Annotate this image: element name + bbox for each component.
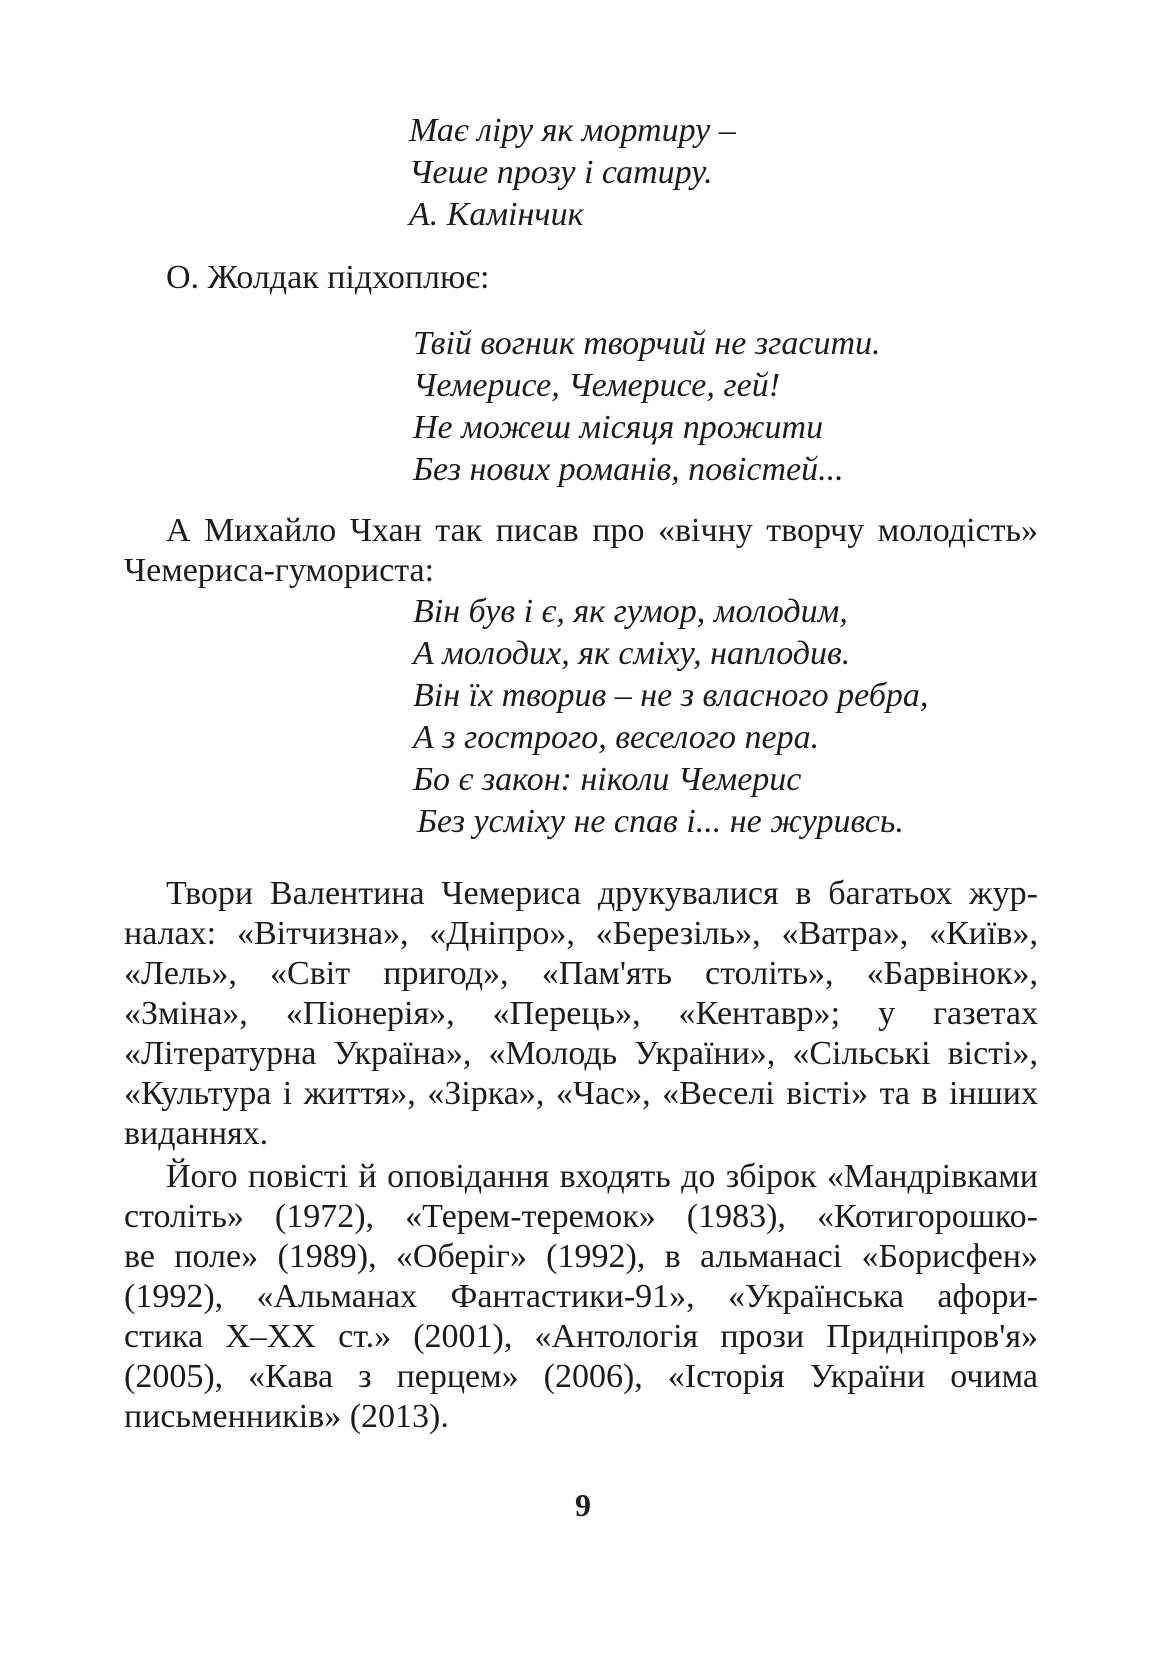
verse-line: Твій вогник творчий не згасити. [413, 325, 881, 362]
epigram-verse-3 [413, 591, 928, 843]
verse-line: Він був і є, як гумор, молодим, [413, 593, 848, 630]
paragraph-line: «Літературна Україна», «Молодь України», «Сільські вісті», [124, 1035, 1038, 1072]
verse-line: А з гострого, веселого пера. [413, 719, 820, 756]
verse-signature: А. Камінчик [409, 196, 584, 233]
page-number: 9 [575, 1487, 591, 1523]
verse-line: Він їх творив – не з власного ребра, [413, 677, 929, 714]
paragraph-line: Чемериса-гумориста: [124, 552, 435, 589]
verse-line: Без нових романів, повістей... [413, 451, 844, 488]
paragraph-line: (2005), «Кава з перцем» (2006), «Історія України очима [124, 1358, 1038, 1395]
verse-line: Чеше прозу і сатиру. [409, 154, 713, 191]
verse-line: А молодих, як сміху, наплодив. [413, 635, 851, 672]
paragraph-line: століть» (1972), «Терем-теремок» (1983), «Котигорошко- [124, 1198, 1038, 1235]
intro-text: О. Жолдак підхоплює: [166, 259, 490, 296]
paragraph-line: ве поле» (1989), «Оберіг» (1992), в альманасі «Борисфен» [124, 1238, 1038, 1275]
verse-line: Чемерисе, Чемерисе, гей! [413, 367, 781, 404]
paragraph-line: налах: «Вітчизна», «Дніпро», «Березіль», «Ватра», «Київ», [124, 915, 1038, 952]
verse-line: Має ліру як мортиру – [409, 112, 736, 149]
body-paragraph-2 [124, 1157, 1038, 1437]
verse-line: Бо є закон: ніколи Чемерис [413, 761, 802, 798]
paragraph-line: «Зміна», «Піонерія», «Перець», «Кентавр»; у газетах [124, 995, 1038, 1032]
intro-paragraph [124, 511, 1038, 591]
paragraph-line: (1992), «Альманах Фантастики-91», «Українська афори- [124, 1278, 1038, 1315]
paragraph-line: «Культура і життя», «Зірка», «Час», «Веселі вісті» та в інших [124, 1075, 1038, 1112]
verse-line: Не можеш місяця прожити [413, 409, 824, 446]
body-paragraph-1 [124, 874, 1038, 1154]
paragraph-line: «Лель», «Світ пригод», «Пам'ять століть», «Барвінок», [124, 955, 1038, 992]
paragraph-line: А Михайло Чхан так писав про «вічну творчу молодість» [166, 512, 1038, 549]
paragraph-line: Твори Валентина Чемериса друкувалися в багатьох жур- [166, 875, 1038, 912]
epigram-verse-1 [409, 110, 736, 236]
verse-line: Без усміху не спав і... не журивсь. [417, 803, 904, 840]
epigram-verse-2 [413, 323, 881, 491]
paragraph-line: виданнях. [124, 1115, 269, 1152]
paragraph-line: Його повісті й оповідання входять до збірок «Мандрівками [166, 1158, 1038, 1195]
paragraph-line: письменників» (2013). [124, 1398, 449, 1435]
paragraph-line: стика X–XX ст.» (2001), «Антологія прози Придніпров'я» [124, 1318, 1038, 1355]
